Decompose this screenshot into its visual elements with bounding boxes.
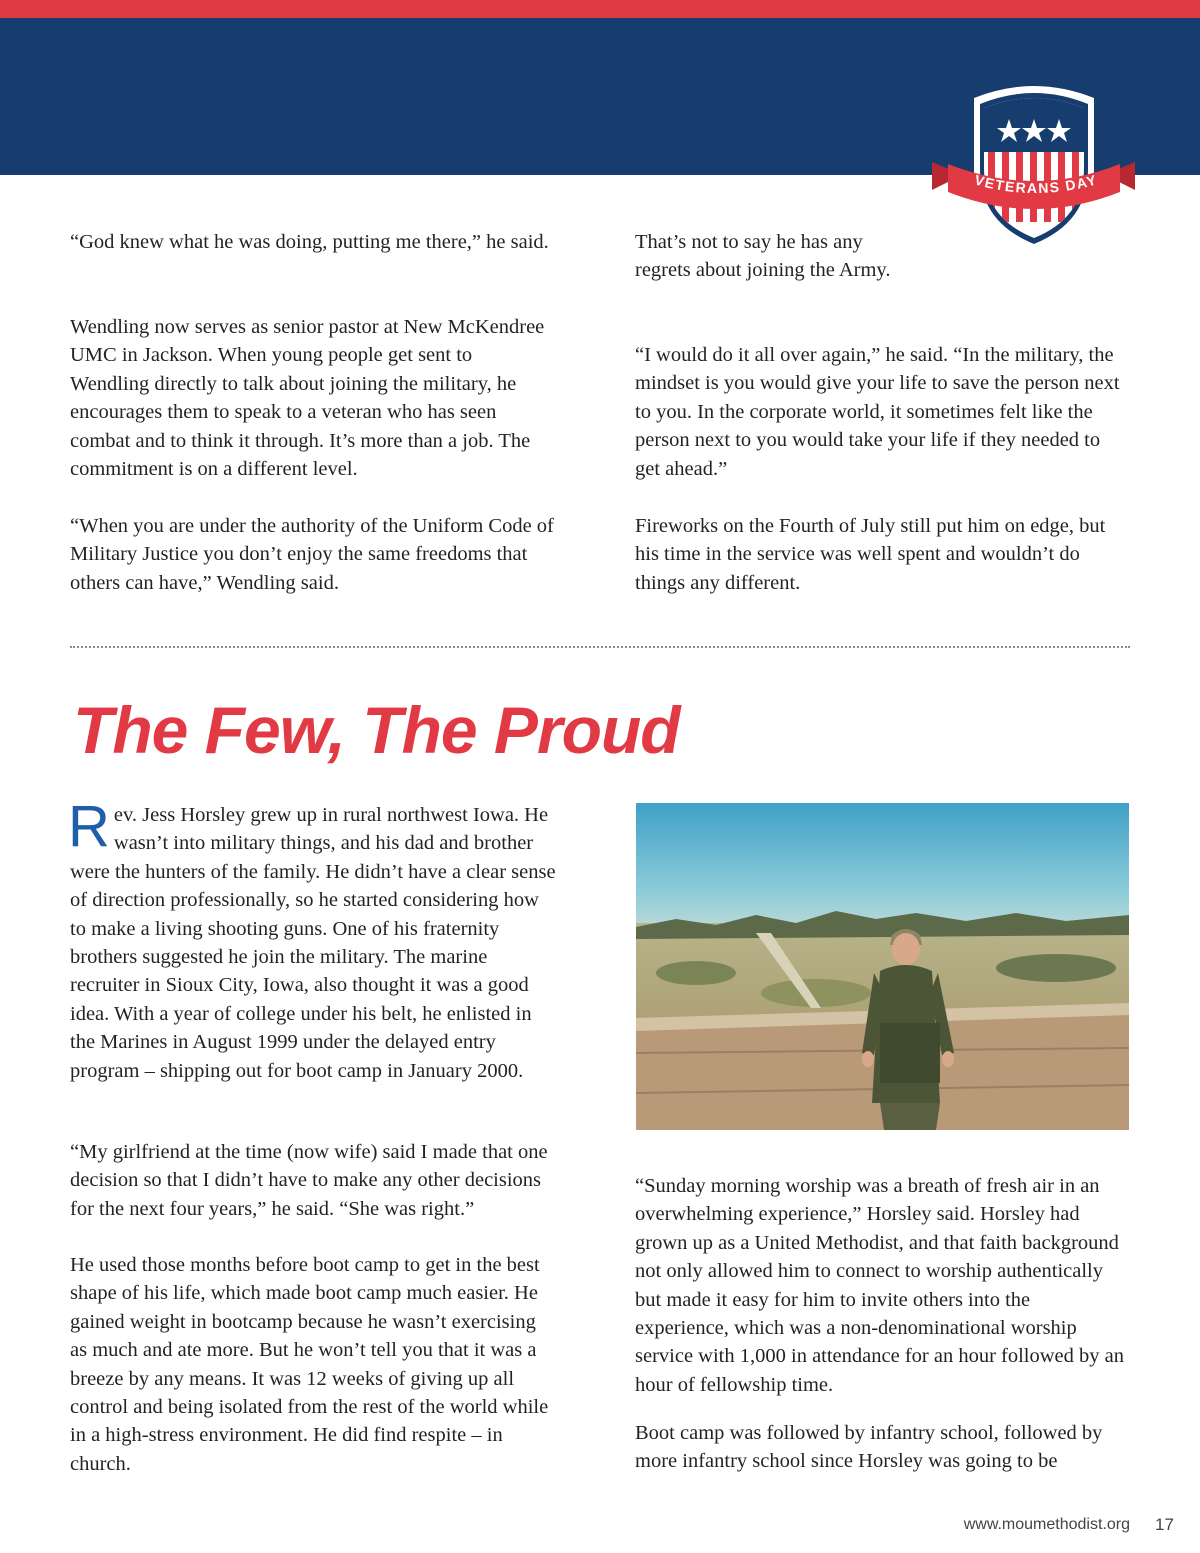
- veterans-day-badge-logo: [926, 78, 1141, 250]
- footer-website-url: www.moumethodist.org: [963, 1516, 1130, 1533]
- continued-paragraph-2: Wendling now serves as senior pastor at New McKendree UMC in Jackson. When young people get sent to Wendling directly to talk about joining the military, he encourages them to speak to a veteran who has seen combat and to think it through. It’s more than a job. The commitment is on a different level.: [70, 316, 545, 481]
- article-paragraph-5: Boot camp was followed by infantry school, followed by more infantry school since Horsley was going to be: [635, 1422, 1103, 1473]
- continued-paragraph-6: Fireworks on the Fourth of July still put him on edge, but his time in the service was well spent and wouldn’t do things any different.: [635, 515, 1106, 594]
- article-paragraph-2: “My girlfriend at the time (now wife) said I made that one decision so that I didn’t have to make any other decisions for the next four years,” he said. “She was right.”: [70, 1141, 548, 1220]
- section-divider: [70, 646, 1130, 648]
- footer-page-number: 17: [1155, 1515, 1174, 1534]
- article-intro-paragraph: Rev. Jess Horsley grew up in rural northwest Iowa. He wasn’t into military things, and his dad and brother were the hunters of the family. He didn’t have a clear sense of direction professionally, so he started considering how to make a living shooting guns. One of his fraternity brothers suggested he join the military. The marine recruiter in Sioux City, Iowa, also thought it was a good idea. With a year of college under his belt, he enlisted in the Marines in August 1999 under the delayed entry program – shipping out for boot camp in January 2000.: [68, 794, 556, 1082]
- continued-paragraph-5: “I would do it all over again,” he said. “In the military, the mindset is you would give your life to save the person next to you. In the corporate world, it sometimes felt like the person next to you would take your life if they needed to get ahead.”: [635, 344, 1120, 480]
- drop-cap: R: [68, 794, 110, 859]
- header-red-strip: [0, 0, 1200, 18]
- svg-text:VETERANS DAY: VETERANS DAY: [972, 171, 1100, 197]
- marine-soldier-photo: [636, 803, 1129, 1130]
- article-headline: The Few, The Proud: [73, 693, 680, 767]
- article-paragraph-3: He used those months before boot camp to get in the best shape of his life, which made boot camp much easier. He gained weight in bootcamp because he wasn’t exercising as much and ate more. But he won’t tell you that it was a breeze by any means. It was 12 weeks of giving up all control and being isolated from the rest of the world while in a high-stress environment. He did find respite – in church.: [70, 1254, 549, 1475]
- continued-paragraph-1: “God knew what he was doing, putting me there,” he said.: [70, 231, 549, 253]
- continued-paragraph-4: That’s not to say he has any regrets about joining the Army.: [635, 231, 891, 282]
- continued-paragraph-3: “When you are under the authority of the Uniform Code of Military Justice you don’t enjoy the same freedoms that others can have,” Wendling said.: [70, 515, 554, 594]
- article-paragraph-4: “Sunday morning worship was a breath of fresh air in an overwhelming experience,” Horsley said. Horsley had grown up as a United Methodist, and that faith background not only allowed him to connect to worship authentically but made it easy for him to invite others into the experience, which was a non-denominational worship service with 1,000 in attendance for an hour followed by an hour of fellowship time.: [635, 1175, 1124, 1396]
